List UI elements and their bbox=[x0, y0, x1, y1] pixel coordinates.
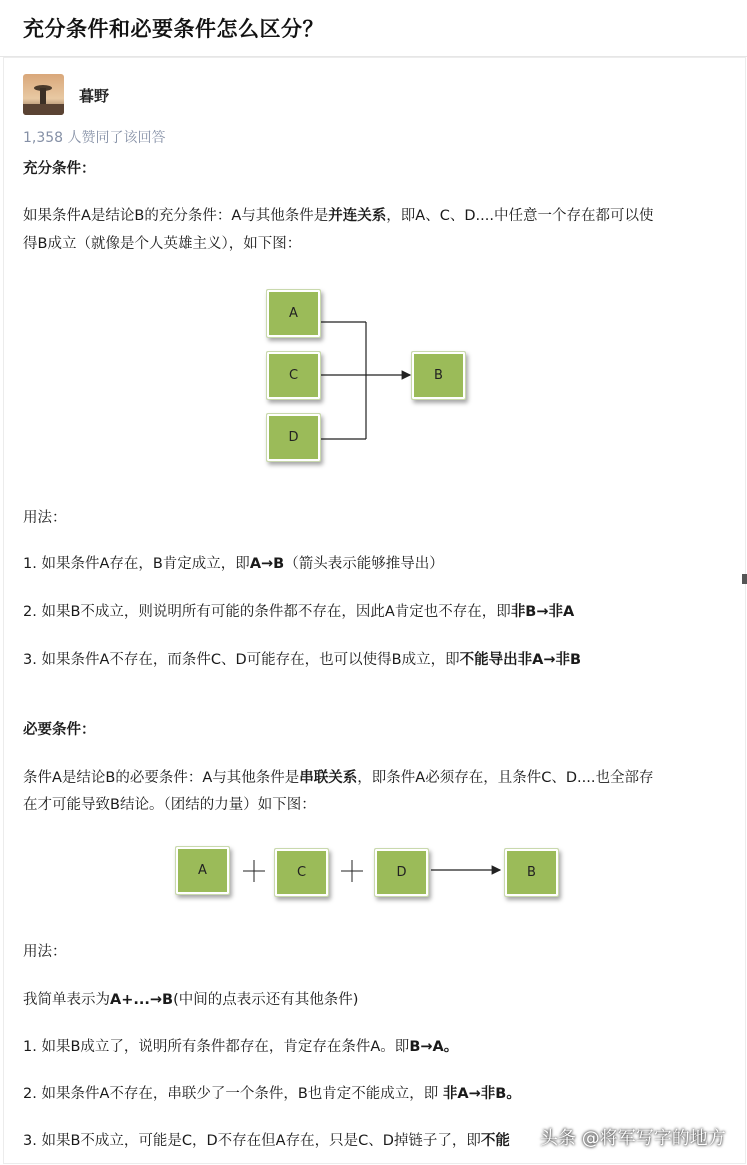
usage-heading-1: 用法： bbox=[23, 510, 67, 526]
usage-heading-2: 用法： bbox=[23, 944, 67, 960]
sufficient-intro-line1: 如果条件A是结论B的充分条件：A与其他条件是并连关系，即A、C、D....中任意一个存在都可以使 bbox=[23, 208, 654, 224]
diagram1-box-d: D bbox=[266, 413, 321, 462]
diagram2-box-b: B bbox=[504, 848, 559, 897]
sufficient-usage-1: 1. 如果条件A存在，B肯定成立，即A→B（箭头表示能够推导出） bbox=[23, 556, 444, 572]
diagram2-box-c: C bbox=[274, 848, 329, 897]
scrollbar-indicator[interactable] bbox=[742, 574, 747, 584]
diagram2-box-a: A bbox=[175, 846, 230, 895]
necessary-usage-3: 3. 如果B不成立，可能是C，D不存在但A存在，只是C、D掉链子了，即不能 bbox=[23, 1133, 510, 1149]
author-name[interactable]: 暮野 bbox=[79, 87, 110, 105]
sufficient-usage-3: 3. 如果条件A不存在，而条件C、D可能存在，也可以使得B成立，即不能导出非A→非B bbox=[23, 652, 582, 668]
necessary-intro-line2: 在才可能导致B结论。（团结的力量）如下图： bbox=[23, 797, 316, 813]
necessary-heading: 必要条件： bbox=[23, 722, 96, 738]
sufficient-intro-line2: 得B成立（就像是个人英雄主义），如下图： bbox=[23, 236, 302, 252]
diagram2-box-d: D bbox=[374, 848, 429, 897]
question-title[interactable]: 充分条件和必要条件怎么区分？ bbox=[23, 17, 324, 41]
sufficient-usage-2: 2. 如果B不成立，则说明所有可能的条件都不存在，因此A肯定也不存在，即非B→非A bbox=[23, 604, 575, 620]
sufficient-heading: 充分条件： bbox=[23, 161, 96, 177]
necessary-simple-notation: 我简单表示为A+...→B(中间的点表示还有其他条件) bbox=[23, 992, 359, 1008]
diagram1-box-b: B bbox=[411, 351, 466, 400]
necessary-usage-1: 1. 如果B成立了，说明所有条件都存在，肯定存在条件A。即B→A。 bbox=[23, 1039, 459, 1055]
necessary-usage-2: 2. 如果条件A不存在，串联少了一个条件，B也肯定不能成立，即 非A→非B。 bbox=[23, 1086, 521, 1102]
watermark: 头条 @将军写字的地方 bbox=[540, 1128, 726, 1149]
diagram1-box-a: A bbox=[266, 289, 321, 338]
vote-count-text: 1,358 人赞同了该回答 bbox=[23, 130, 166, 146]
necessary-intro-line1: 条件A是结论B的必要条件：A与其他条件是串联关系，即条件A必须存在，且条件C、D....也全部存 bbox=[23, 770, 654, 786]
diagram1-box-c: C bbox=[266, 351, 321, 400]
